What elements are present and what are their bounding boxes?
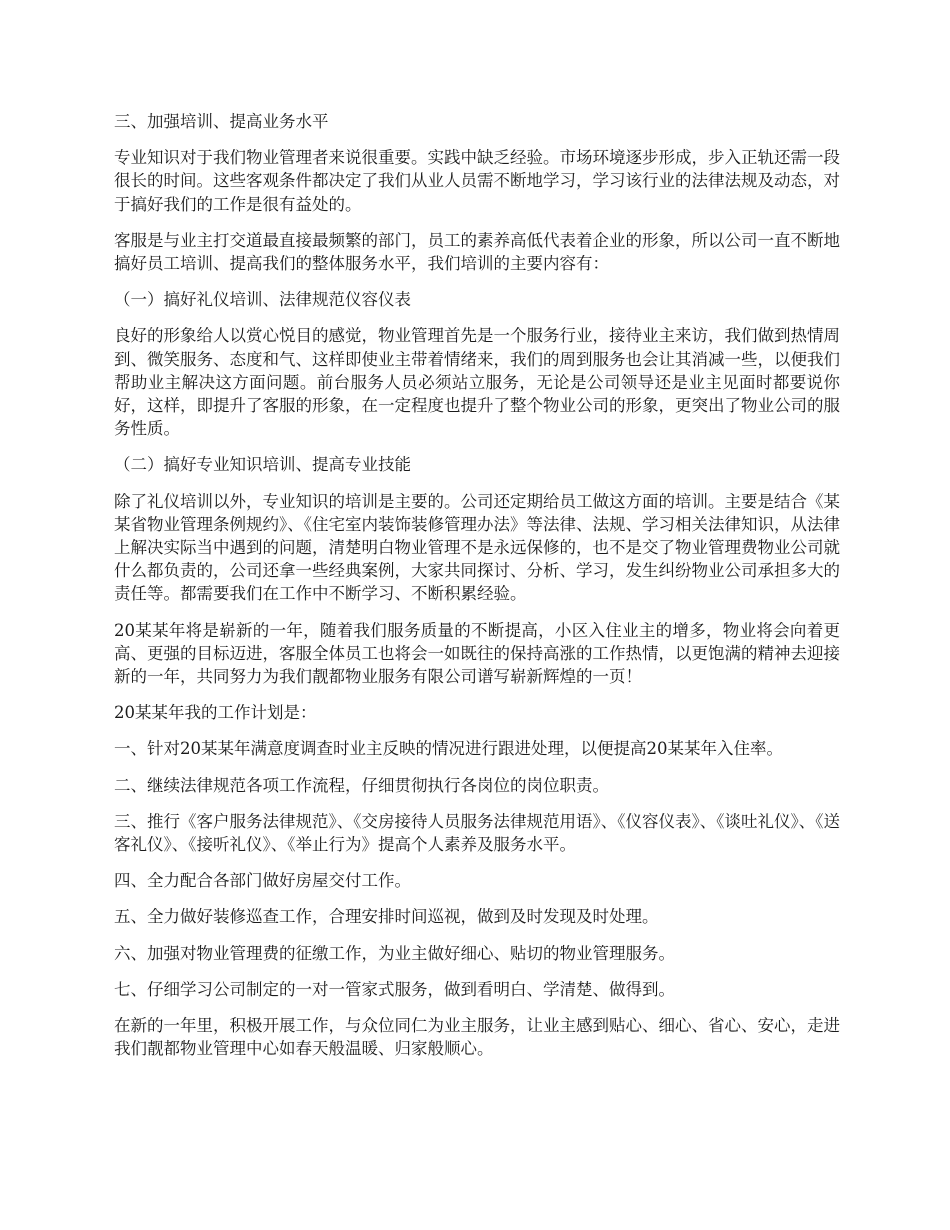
document-body — [114, 110, 840, 1074]
paragraph: 除了礼仪培训以外，专业知识的培训是主要的。公司还定期给员工做这方面的培训。主要是结合《某某省物业管理条例规约》、《住宅室内装饰装修管理办法》等法律、法规、学习相关法律知识，从法律上解决实际当中遇到的问题，清楚明白物业管理不是永远保修的，也不是交了物业管理费物业公司就什么都负责的，公司还拿一些经典案例，大家共同探讨、分析、学习，发生纠纷物业公司承担多大的责任等。都需要我们在工作中不断学习、不断积累经验。 — [114, 491, 840, 604]
section-heading: 三、加强培训、提高业务水平 — [114, 112, 329, 131]
plan-item: 二、继续法律规范各项工作流程，仔细贯彻执行各岗位的岗位职责。 — [114, 775, 609, 795]
paragraph: 良好的形象给人以赏心悦目的感觉，物业管理首先是一个服务行业，接待业主来访，我们做到热情周到、微笑服务、态度和气、这样即使业主带着情绪来，我们的周到服务也会让其消减一些，以便我们帮助业主解决这方面问题。前台服务人员必须站立服务，无论是公司领导还是业主见面时都要说你好，这样，即提升了客服的形象，在一定程度也提升了整个物业公司的形象，更突出了物业公司的服务性质。 — [114, 326, 840, 439]
plan-item: 一、针对20某某年满意度调查时业主反映的情况进行跟进处理，以便提高20某某年入住率。 — [114, 739, 783, 759]
closing-paragraph: 在新的一年里，积极开展工作，与众位同仁为业主服务，让业主感到贴心、细心、省心、安心，走进我们靓都物业管理中心如春天般温暖、归家般顺心。 — [114, 1016, 840, 1059]
subsection-heading: （二）搞好专业知识培训、提高专业技能 — [114, 455, 411, 475]
paragraph: 20某某年将是崭新的一年，随着我们服务质量的不断提高，小区入住业主的增多，物业将会向着更高、更强的目标迈进，客服全体员工也将会一如既往的保持高涨的工作热情，以更饱满的精神去迎接新的一年，共同努力为我们靓都物业服务有限公司谱写崭新辉煌的一页！ — [114, 620, 840, 687]
paragraph: 专业知识对于我们物业管理者来说很重要。实践中缺乏经验。市场环境逐步形成，步入正轨还需一段很长的时间。这些客观条件都决定了我们从业人员需不断地学习，学习该行业的法律法规及动态，对于搞好我们的工作是很有益处的。 — [114, 148, 840, 214]
plan-item: 五、全力做好装修巡查工作，合理安排时间巡视，做到及时发现及时处理。 — [114, 907, 659, 927]
subsection-heading: （一）搞好礼仪培训、法律规范仪容仪表 — [114, 290, 411, 310]
plan-item: 三、推行《客户服务法律规范》、《交房接待人员服务法律规范用语》、《仪容仪表》、《谈吐礼仪》、《送客礼仪》、《接听礼仪》、《举止行为》提高个人素养及服务水平。 — [114, 811, 840, 855]
plan-intro: 20某某年我的工作计划是： — [114, 703, 317, 723]
plan-item: 四、全力配合各部门做好房屋交付工作。 — [114, 871, 411, 891]
plan-item: 六、加强对物业管理费的征缴工作，为业主做好细心、贴切的物业管理服务。 — [114, 943, 675, 963]
plan-item: 七、仔细学习公司制定的一对一管家式服务，做到看明白、学清楚、做得到。 — [114, 979, 675, 999]
paragraph: 客服是与业主打交道最直接最频繁的部门，员工的素养高低代表着企业的形象，所以公司一直不断地搞好员工培训、提高我们的整体服务水平，我们培训的主要内容有： — [114, 230, 840, 274]
